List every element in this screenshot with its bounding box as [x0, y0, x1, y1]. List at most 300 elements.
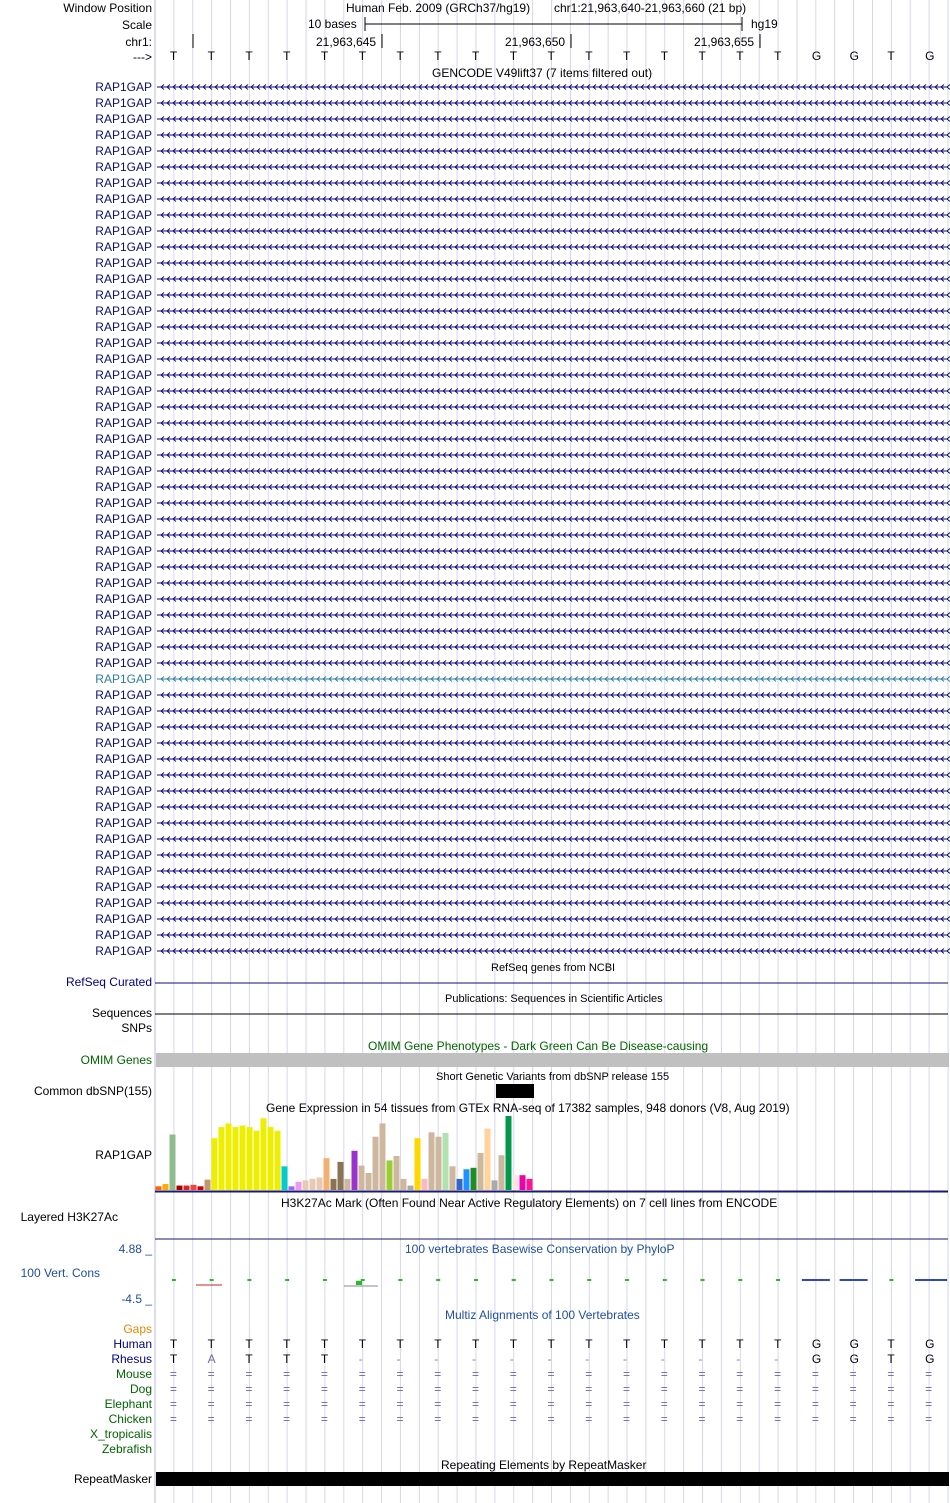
gencode-item-label[interactable]: RAP1GAP [95, 448, 152, 462]
base-letter: T [660, 49, 669, 63]
gtex-bar [268, 1127, 274, 1190]
gtex-bar [184, 1186, 190, 1190]
gencode-item-label[interactable]: RAP1GAP [95, 112, 152, 126]
multiz-species-label[interactable]: Elephant [104, 1397, 152, 1411]
multiz-base: G [925, 1352, 935, 1366]
gtex-bar [499, 1155, 505, 1190]
base-letter: T [320, 49, 329, 63]
gencode-item-label[interactable]: RAP1GAP [95, 304, 152, 318]
window-position-label: Window Position [63, 1, 152, 15]
gencode-item-label[interactable]: RAP1GAP [95, 864, 152, 878]
gtex-bar [513, 1175, 519, 1190]
multiz-base: = [434, 1412, 442, 1426]
multiz-base: = [320, 1382, 328, 1396]
multiz-base: - [547, 1352, 552, 1366]
multiz-base: = [245, 1412, 253, 1426]
refseq-track-title[interactable]: RefSeq genes from NCBI [491, 962, 616, 974]
gencode-item-label[interactable]: RAP1GAP [95, 592, 152, 606]
multiz-base: = [509, 1382, 517, 1396]
gtex-bar [492, 1180, 498, 1190]
multiz-base: T [887, 1352, 895, 1366]
multiz-base: - [585, 1352, 590, 1366]
multiz-species-label[interactable]: Rhesus [111, 1352, 152, 1366]
multiz-base: = [320, 1412, 328, 1426]
multiz-base: T [509, 1337, 518, 1351]
gtex-bar [527, 1179, 533, 1190]
position-readout: chr1:21,963,640-21,963,660 (21 bp) [554, 1, 747, 15]
multiz-base: = [774, 1412, 782, 1426]
phylop-mark [356, 1281, 362, 1285]
multiz-base: = [471, 1367, 479, 1381]
multiz-base: = [925, 1382, 933, 1396]
multiz-base: = [509, 1412, 517, 1426]
multiz-base: = [585, 1367, 593, 1381]
multiz-base: = [169, 1382, 177, 1396]
gtex-bar [345, 1179, 351, 1190]
multiz-base: = [434, 1382, 442, 1396]
multiz-species-label[interactable]: Zebrafish [101, 1442, 152, 1456]
gtex-bar [422, 1179, 428, 1190]
base-letter: T [774, 49, 782, 63]
multiz-base: = [736, 1382, 744, 1396]
multiz-base: = [887, 1382, 895, 1396]
gencode-item-label[interactable]: RAP1GAP [95, 192, 152, 206]
multiz-base: = [396, 1382, 404, 1396]
multiz-base: - [471, 1352, 476, 1366]
gtex-bar [464, 1169, 470, 1190]
ruler-tick-label: 21,963,645 [316, 35, 377, 49]
multiz-base: T [245, 1337, 253, 1351]
multiz-base: = [698, 1382, 706, 1396]
multiz-base: = [207, 1382, 215, 1396]
gtex-bar [331, 1179, 337, 1190]
h3k27ac-track-title[interactable]: H3K27Ac Mark (Often Found Near Active Regulatory Elements) on 7 cell lines from ENCODE [281, 1196, 778, 1210]
gtex-bar [380, 1123, 386, 1190]
gencode-item-label[interactable]: RAP1GAP [95, 416, 152, 430]
multiz-base: = [849, 1382, 857, 1396]
multiz-base: G [849, 1352, 859, 1366]
gencode-item-label[interactable]: RAP1GAP [95, 400, 152, 414]
multiz-base: - [509, 1352, 514, 1366]
multiz-base: = [245, 1397, 253, 1411]
multiz-base: = [358, 1367, 366, 1381]
multiz-base: = [660, 1412, 668, 1426]
phylop-track-title[interactable]: 100 vertebrates Basewise Conservation by PhyloP [405, 1242, 675, 1256]
multiz-base: = [925, 1397, 933, 1411]
multiz-base: = [585, 1397, 593, 1411]
gencode-item-label[interactable]: RAP1GAP [95, 832, 152, 846]
multiz-base: = [774, 1382, 782, 1396]
gencode-item-label[interactable]: RAP1GAP [95, 272, 152, 286]
gtex-bar [429, 1132, 435, 1190]
multiz-base: = [736, 1397, 744, 1411]
multiz-base: = [698, 1397, 706, 1411]
multiz-base: = [283, 1412, 291, 1426]
dbsnp-variant [496, 1084, 534, 1098]
gtex-bar [373, 1137, 379, 1190]
gencode-item-label[interactable]: RAP1GAP [95, 912, 152, 926]
repeatmasker-track-label[interactable]: RepeatMasker [73, 1472, 152, 1486]
phylop-max-label: 4.88 _ [118, 1242, 152, 1256]
gtex-bar [317, 1177, 323, 1190]
multiz-base: = [660, 1382, 668, 1396]
multiz-base: = [623, 1412, 631, 1426]
multiz-base: = [774, 1367, 782, 1381]
multiz-base: = [396, 1397, 404, 1411]
strand-label: ---> [133, 50, 152, 64]
ruler-tick-label: 21,963,650 [505, 35, 566, 49]
base-letter: T [358, 49, 367, 63]
multiz-base: = [283, 1382, 291, 1396]
multiz-base: = [245, 1367, 253, 1381]
gtex-bar [366, 1173, 372, 1190]
multiz-base: T [169, 1337, 178, 1351]
gtex-bar [506, 1116, 512, 1190]
gencode-item-label[interactable]: RAP1GAP [95, 608, 152, 622]
multiz-base: = [660, 1397, 668, 1411]
multiz-base: T [207, 1337, 215, 1351]
gtex-bar [436, 1137, 442, 1190]
gtex-bar [457, 1179, 463, 1190]
gtex-bar [310, 1179, 316, 1190]
multiz-base: = [320, 1397, 328, 1411]
multiz-base: = [585, 1412, 593, 1426]
multiz-base: = [207, 1397, 215, 1411]
gencode-item-label[interactable]: RAP1GAP [95, 784, 152, 798]
multiz-base: = [283, 1367, 291, 1381]
multiz-base: - [623, 1352, 628, 1366]
multiz-base: T [283, 1352, 291, 1366]
gtex-bar [205, 1180, 211, 1190]
publications-sequences-label[interactable]: Sequences [91, 1006, 152, 1020]
multiz-base: T [245, 1352, 253, 1366]
multiz-species-label[interactable]: Mouse [115, 1367, 152, 1381]
multiz-base: = [887, 1412, 895, 1426]
multiz-base: T [547, 1337, 555, 1351]
gencode-item-label[interactable]: RAP1GAP [95, 704, 152, 718]
multiz-base: T [585, 1337, 593, 1351]
multiz-base: = [169, 1367, 177, 1381]
gencode-item-label[interactable]: RAP1GAP [95, 480, 152, 494]
gtex-bar [296, 1182, 302, 1190]
multiz-base: = [396, 1412, 404, 1426]
multiz-species-label[interactable]: Human [113, 1337, 152, 1351]
multiz-base: = [736, 1412, 744, 1426]
multiz-base: - [434, 1352, 439, 1366]
repeatmasker-track-title[interactable]: Repeating Elements by RepeatMasker [441, 1458, 647, 1472]
publications-snps-label[interactable]: SNPs [121, 1021, 152, 1035]
multiz-base: = [509, 1367, 517, 1381]
multiz-base: - [396, 1352, 401, 1366]
base-letter: T [283, 49, 291, 63]
multiz-base: = [849, 1412, 857, 1426]
base-letter: G [849, 49, 859, 63]
gtex-bar [394, 1156, 400, 1190]
gtex-bar [282, 1166, 288, 1190]
gtex-bar [177, 1186, 183, 1190]
multiz-base: T [320, 1337, 329, 1351]
gencode-item-label[interactable]: RAP1GAP [95, 432, 152, 446]
multiz-track-title[interactable]: Multiz Alignments of 100 Vertebrates [445, 1308, 640, 1322]
base-letter: T [245, 49, 253, 63]
multiz-base: - [358, 1352, 363, 1366]
multiz-base: - [660, 1352, 665, 1366]
gencode-track-title[interactable]: GENCODE V49lift37 (7 items filtered out) [432, 66, 653, 80]
base-letter: T [623, 49, 631, 63]
base-letter: G [811, 49, 822, 63]
repeatmasker-bar [156, 1472, 949, 1486]
multiz-base: G [925, 1337, 935, 1351]
gtex-track-label[interactable]: RAP1GAP [95, 1148, 152, 1162]
omim-track-label[interactable]: OMIM Genes [80, 1053, 152, 1067]
gtex-bar [359, 1166, 365, 1190]
gtex-bar [254, 1131, 260, 1190]
multiz-base: = [434, 1397, 442, 1411]
multiz-base: = [774, 1397, 782, 1411]
multiz-base: = [623, 1397, 631, 1411]
multiz-base: = [169, 1397, 177, 1411]
gtex-bar [289, 1186, 295, 1190]
gtex-bar [226, 1123, 232, 1190]
gtex-bar [415, 1138, 421, 1190]
gencode-item-label[interactable]: RAP1GAP [95, 720, 152, 734]
gtex-bar [450, 1166, 456, 1190]
gtex-bar [275, 1131, 281, 1190]
gencode-item-label[interactable]: RAP1GAP [95, 640, 152, 654]
gencode-item-label[interactable]: RAP1GAP [95, 96, 152, 110]
gencode-item-label[interactable]: RAP1GAP [95, 624, 152, 638]
multiz-base: T [283, 1337, 291, 1351]
base-letter: T [396, 49, 404, 63]
multiz-base: T [623, 1337, 631, 1351]
multiz-base: = [698, 1367, 706, 1381]
gtex-bar [387, 1160, 393, 1190]
multiz-base: = [547, 1412, 555, 1426]
gencode-item-label[interactable]: RAP1GAP [95, 80, 152, 94]
multiz-base: = [207, 1367, 215, 1381]
gencode-item-label[interactable]: RAP1GAP [95, 352, 152, 366]
multiz-base: = [698, 1412, 706, 1426]
multiz-base: = [396, 1367, 404, 1381]
multiz-base: - [736, 1352, 741, 1366]
gencode-item-label[interactable]: RAP1GAP [95, 816, 152, 830]
multiz-base: A [207, 1352, 216, 1366]
gtex-bar [485, 1129, 491, 1190]
multiz-base: = [283, 1397, 291, 1411]
multiz-base: T [396, 1337, 404, 1351]
gencode-item-label[interactable]: RAP1GAP [95, 736, 152, 750]
multiz-base: T [660, 1337, 669, 1351]
multiz-base: = [925, 1367, 933, 1381]
multiz-base: = [887, 1367, 895, 1381]
base-letter: T [434, 49, 442, 63]
multiz-base: T [698, 1337, 706, 1351]
gencode-item-label[interactable]: RAP1GAP [95, 944, 152, 958]
dbsnp-track-label[interactable]: Common dbSNP(155) [33, 1084, 152, 1098]
base-letter: T [471, 49, 480, 63]
base-letter: T [887, 49, 895, 63]
publications-track-title[interactable]: Publications: Sequences in Scientific Articles [445, 993, 663, 1005]
multiz-species-label[interactable]: Chicken [108, 1412, 152, 1426]
gencode-item-label[interactable]: RAP1GAP [95, 224, 152, 238]
multiz-base: T [434, 1337, 442, 1351]
gtex-bar [401, 1179, 407, 1190]
gtex-bar [198, 1186, 204, 1190]
multiz-base: T [887, 1337, 895, 1351]
gencode-item-label[interactable]: RAP1GAP [95, 336, 152, 350]
multiz-base: T [736, 1337, 744, 1351]
phylop-track-label[interactable]: 100 Vert. Cons [20, 1266, 100, 1280]
gencode-item-label[interactable]: RAP1GAP [95, 752, 152, 766]
multiz-species-label[interactable]: X_tropicalis [89, 1427, 152, 1441]
gtex-bar [338, 1162, 344, 1190]
multiz-base: = [887, 1397, 895, 1411]
multiz-base: G [849, 1337, 859, 1351]
gencode-item-label[interactable]: RAP1GAP [95, 544, 152, 558]
omim-track-title[interactable]: OMIM Gene Phenotypes - Dark Green Can Be Disease-causing [368, 1039, 709, 1053]
gencode-item-label[interactable]: RAP1GAP [95, 688, 152, 702]
h3k27ac-track-label[interactable]: Layered H3K27Ac [20, 1210, 118, 1224]
multiz-base: = [811, 1412, 819, 1426]
chrom-label: chr1: [125, 35, 152, 49]
multiz-base: = [471, 1412, 479, 1426]
gencode-item-label[interactable]: RAP1GAP [95, 672, 152, 686]
multiz-base: = [736, 1367, 744, 1381]
gencode-item-label[interactable]: RAP1GAP [95, 320, 152, 334]
multiz-base: = [358, 1382, 366, 1396]
gtex-track-title[interactable]: Gene Expression in 54 tissues from GTEx RNA-seq of 17382 samples, 948 donors (V8, Aug 2019) [266, 1101, 790, 1115]
gencode-item-label[interactable]: RAP1GAP [95, 464, 152, 478]
multiz-base: = [471, 1382, 479, 1396]
gtex-bar [471, 1168, 477, 1190]
multiz-base: = [547, 1367, 555, 1381]
multiz-base: G [811, 1337, 822, 1351]
multiz-base: = [547, 1397, 555, 1411]
gtex-bar [478, 1153, 484, 1190]
gtex-bar [443, 1133, 449, 1190]
base-letter: T [207, 49, 215, 63]
gencode-item-label[interactable]: RAP1GAP [95, 176, 152, 190]
gencode-item-label[interactable]: RAP1GAP [95, 768, 152, 782]
base-letter: T [698, 49, 706, 63]
multiz-base: = [547, 1382, 555, 1396]
multiz-base: - [774, 1352, 779, 1366]
base-letter: T [585, 49, 593, 63]
base-letter: T [736, 49, 744, 63]
gencode-item-label[interactable]: RAP1GAP [95, 880, 152, 894]
multiz-base: - [698, 1352, 703, 1366]
multiz-base: = [245, 1382, 253, 1396]
gencode-item-label[interactable]: RAP1GAP [95, 928, 152, 942]
multiz-base: T [358, 1337, 367, 1351]
gtex-bar [233, 1127, 239, 1190]
base-letter: T [509, 49, 518, 63]
multiz-species-label[interactable]: Dog [129, 1382, 152, 1396]
multiz-base: T [471, 1337, 480, 1351]
multiz-base: = [358, 1397, 366, 1411]
multiz-base: = [811, 1397, 819, 1411]
multiz-base: = [925, 1412, 933, 1426]
gtex-bar [163, 1184, 169, 1190]
omim-bar [156, 1053, 949, 1067]
multiz-base: T [169, 1352, 178, 1366]
multiz-base: = [811, 1367, 819, 1381]
multiz-base: T [320, 1352, 329, 1366]
gtex-bar [219, 1127, 225, 1190]
gtex-bar [212, 1138, 218, 1190]
base-letter: T [169, 49, 178, 63]
gencode-item-label[interactable]: RAP1GAP [95, 368, 152, 382]
gencode-item-label[interactable]: RAP1GAP [95, 208, 152, 222]
gencode-item-label[interactable]: RAP1GAP [95, 896, 152, 910]
base-letter: G [925, 49, 935, 63]
multiz-base: = [849, 1367, 857, 1381]
gencode-item-label[interactable]: RAP1GAP [95, 288, 152, 302]
multiz-base: = [623, 1367, 631, 1381]
multiz-base: T [774, 1337, 782, 1351]
multiz-gaps-label: Gaps [123, 1322, 152, 1336]
gencode-item-label[interactable]: RAP1GAP [95, 240, 152, 254]
gtex-bar [240, 1126, 246, 1190]
gencode-item-label[interactable]: RAP1GAP [95, 528, 152, 542]
gencode-item-label[interactable]: RAP1GAP [95, 256, 152, 270]
scale-label: Scale [121, 18, 152, 32]
gtex-bar [352, 1151, 358, 1190]
gtex-bar [170, 1135, 176, 1191]
gencode-item-label[interactable]: RAP1GAP [95, 656, 152, 670]
multiz-base: = [169, 1412, 177, 1426]
multiz-base: = [471, 1397, 479, 1411]
gtex-bar [303, 1180, 309, 1190]
ruler-tick-label: 21,963,655 [694, 35, 755, 49]
gtex-bar [156, 1186, 162, 1190]
gtex-bar [408, 1186, 414, 1190]
multiz-base: = [358, 1412, 366, 1426]
gtex-bar [520, 1175, 526, 1190]
gtex-bar [261, 1118, 267, 1190]
refseq-track-label[interactable]: RefSeq Curated [65, 975, 152, 989]
multiz-base: = [660, 1367, 668, 1381]
gencode-item-label[interactable]: RAP1GAP [95, 576, 152, 590]
gencode-item-label[interactable]: RAP1GAP [95, 384, 152, 398]
gencode-item-label[interactable]: RAP1GAP [95, 144, 152, 158]
base-letter: T [547, 49, 555, 63]
gencode-item-label[interactable]: RAP1GAP [95, 800, 152, 814]
db-name: hg19 [751, 17, 778, 31]
gtex-bar [324, 1158, 330, 1190]
gencode-item-label[interactable]: RAP1GAP [95, 512, 152, 526]
scale-text: 10 bases [308, 17, 357, 31]
gtex-bar [191, 1185, 197, 1190]
gencode-item-label[interactable]: RAP1GAP [95, 560, 152, 574]
gencode-item-label[interactable]: RAP1GAP [95, 848, 152, 862]
gtex-bar [247, 1127, 253, 1190]
gencode-item-label[interactable]: RAP1GAP [95, 160, 152, 174]
multiz-base: = [434, 1367, 442, 1381]
multiz-base: = [585, 1382, 593, 1396]
gencode-item-label[interactable]: RAP1GAP [95, 128, 152, 142]
dbsnp-track-title[interactable]: Short Genetic Variants from dbSNP release 155 [436, 1071, 670, 1083]
multiz-base: = [811, 1382, 819, 1396]
assembly-name: Human Feb. 2009 (GRCh37/hg19) [346, 1, 531, 15]
multiz-base: = [509, 1397, 517, 1411]
gencode-item-label[interactable]: RAP1GAP [95, 496, 152, 510]
multiz-base: G [811, 1352, 822, 1366]
phylop-min-label: -4.5 _ [121, 1292, 152, 1306]
multiz-base: = [207, 1412, 215, 1426]
multiz-base: = [320, 1367, 328, 1381]
multiz-base: = [623, 1382, 631, 1396]
